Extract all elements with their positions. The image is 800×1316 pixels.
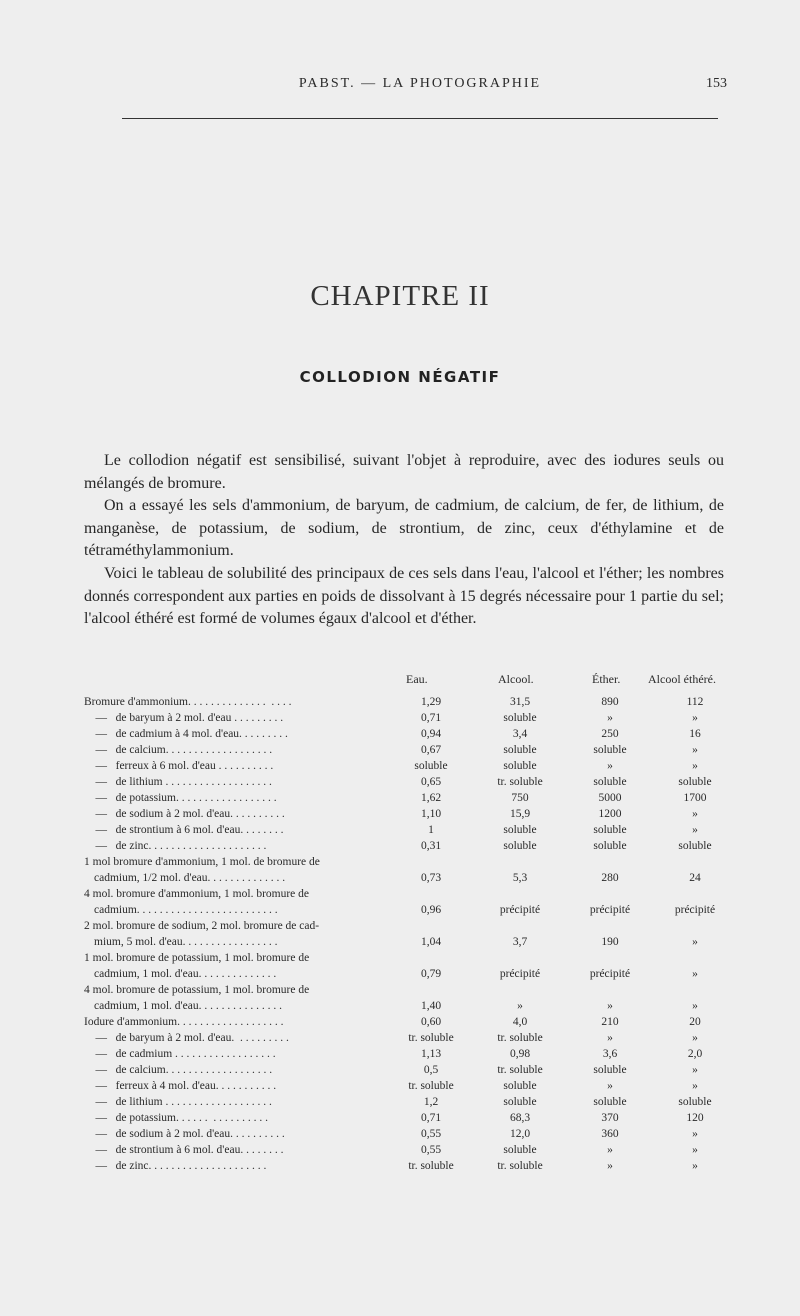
solubility-table xyxy=(84,672,734,1174)
cell-alcool: précipité xyxy=(499,968,541,980)
table-row xyxy=(84,1030,734,1046)
running-title: PABST. — LA PHOTOGRAPHIE xyxy=(298,76,542,91)
cell-ether: » xyxy=(607,1000,613,1012)
row-label xyxy=(84,950,400,982)
table-row xyxy=(84,726,734,742)
cell-alcool-ethere: 16 xyxy=(689,728,701,740)
table-row xyxy=(84,806,734,822)
cell-eau: tr. soluble xyxy=(408,1080,454,1092)
cell-eau: tr. soluble xyxy=(408,1032,454,1044)
table-body xyxy=(84,694,734,1174)
cell-eau: 1,29 xyxy=(420,696,442,708)
cell-alcool: précipité xyxy=(499,904,541,916)
row-label xyxy=(84,758,400,774)
table-row xyxy=(84,1094,734,1110)
row-label-line: — de calcium. . . . . . . . . . . . . . . . . . . xyxy=(84,744,273,756)
row-label-line: — de potassium. . . . . . . . . . . . . . . . . . xyxy=(84,792,277,804)
row-label-line: — de zinc. . . . . . . . . . . . . . . . . . . . . xyxy=(84,1160,267,1172)
row-label-line: — de zinc. . . . . . . . . . . . . . . . . . . . . xyxy=(84,840,267,852)
table-row xyxy=(84,886,734,918)
cell-alcool-ethere: 1700 xyxy=(683,792,707,804)
cell-alcool-ethere: » xyxy=(692,1080,698,1092)
cell-eau: tr. soluble xyxy=(408,1160,454,1172)
cell-ether: soluble xyxy=(593,1096,627,1108)
table-row xyxy=(84,1158,734,1174)
cell-ether: soluble xyxy=(593,744,627,756)
paragraph: Le collodion négatif est sensibilisé, suivant l'objet à reproduire, avec des iodures seuls ou mélangés de bromure. xyxy=(84,452,724,492)
cell-alcool: 3,4 xyxy=(512,728,528,740)
cell-alcool-ethere: » xyxy=(692,824,698,836)
cell-ether: soluble xyxy=(593,824,627,836)
row-label xyxy=(84,1142,400,1158)
cell-alcool: tr. soluble xyxy=(497,1160,543,1172)
row-label-line: — de sodium à 2 mol. d'eau. . . . . . . . . . xyxy=(84,1128,285,1140)
cell-alcool-ethere: 24 xyxy=(689,872,701,884)
cell-alcool-ethere: » xyxy=(692,1144,698,1156)
row-label xyxy=(84,822,400,838)
row-label-line: — de strontium à 6 mol. d'eau. . . . . . . . xyxy=(84,1144,284,1156)
cell-ether: 370 xyxy=(601,1112,619,1124)
row-label-line: — de cadmium . . . . . . . . . . . . . . . . . . xyxy=(84,1048,276,1060)
cell-ether: soluble xyxy=(593,1064,627,1076)
cell-alcool: 750 xyxy=(511,792,529,804)
row-label-line: — de baryum à 2 mol. d'eau. . . . . . . . . . xyxy=(84,1032,289,1044)
cell-eau: 1,2 xyxy=(423,1096,439,1108)
cell-eau: 1,04 xyxy=(420,936,442,948)
cell-alcool-ethere: soluble xyxy=(678,1096,712,1108)
cell-eau: 0,73 xyxy=(420,872,442,884)
table-row xyxy=(84,1126,734,1142)
cell-ether: 250 xyxy=(601,728,619,740)
cell-alcool-ethere: précipité xyxy=(674,904,716,916)
table-row xyxy=(84,1062,734,1078)
row-label-line: Bromure d'ammonium. . . . . . . . . . . . . . . . . . xyxy=(84,696,292,708)
row-label-line: — de baryum à 2 mol. d'eau . . . . . . . . . xyxy=(84,712,284,724)
cell-alcool: tr. soluble xyxy=(497,1032,543,1044)
body-text xyxy=(84,450,724,631)
row-label-line: 4 mol. bromure d'ammonium, 1 mol. bromure de xyxy=(84,888,310,900)
row-label xyxy=(84,886,400,918)
row-label-line: — de lithium . . . . . . . . . . . . . . . . . . . xyxy=(84,776,272,788)
table-row xyxy=(84,982,734,1014)
cell-ether: soluble xyxy=(593,776,627,788)
cell-alcool: soluble xyxy=(503,1096,537,1108)
table-row xyxy=(84,1142,734,1158)
row-label xyxy=(84,790,400,806)
row-label xyxy=(84,710,400,726)
row-label-line: — de calcium. . . . . . . . . . . . . . . . . . . xyxy=(84,1064,273,1076)
cell-ether: » xyxy=(607,1144,613,1156)
table-row xyxy=(84,790,734,806)
page-number: 153 xyxy=(706,76,727,91)
table-row xyxy=(84,710,734,726)
cell-eau: 1,10 xyxy=(420,808,442,820)
cell-ether: 3,6 xyxy=(602,1048,618,1060)
cell-eau: 1 xyxy=(428,824,434,836)
row-label-line: Iodure d'ammonium. . . . . . . . . . . . . . . . . . . xyxy=(84,1016,284,1028)
row-label-line: — ferreux à 4 mol. d'eau. . . . . . . . . . . xyxy=(84,1080,277,1092)
cell-alcool-ethere: 120 xyxy=(686,1112,704,1124)
row-label-line: — de potassium. . . . . . . . . . . . . . . . xyxy=(84,1112,268,1124)
cell-eau: 0,60 xyxy=(420,1016,442,1028)
cell-alcool-ethere: » xyxy=(692,808,698,820)
row-label-line: mium, 5 mol. d'eau. . . . . . . . . . . . . . . . . xyxy=(94,936,278,948)
cell-alcool: 4,0 xyxy=(512,1016,528,1028)
cell-alcool: tr. soluble xyxy=(497,1064,543,1076)
cell-ether: 280 xyxy=(601,872,619,884)
cell-ether: 1200 xyxy=(598,808,622,820)
cell-alcool: tr. soluble xyxy=(497,776,543,788)
cell-alcool: 3,7 xyxy=(512,936,528,948)
cell-eau: 0,31 xyxy=(420,840,442,852)
cell-ether: » xyxy=(607,760,613,772)
table-row xyxy=(84,1110,734,1126)
cell-alcool: 5,3 xyxy=(512,872,528,884)
cell-alcool-ethere: » xyxy=(692,1000,698,1012)
paragraph: On a essayé les sels d'ammonium, de baryum, de cadmium, de calcium, de fer, de lithium, de manganèse, de potassium, de sodium, de strontium, de zinc, ceux d'éthylamine et de tétraméthylammonium. xyxy=(84,497,724,560)
row-label xyxy=(84,1158,400,1174)
row-label xyxy=(84,982,400,1014)
row-label-line: cadmium, 1 mol. d'eau. . . . . . . . . . . . . . . xyxy=(94,1000,282,1012)
cell-alcool: » xyxy=(517,1000,523,1012)
column-header-alcool: Alcool. xyxy=(498,672,534,686)
row-label xyxy=(84,1046,400,1062)
row-label xyxy=(84,1110,400,1126)
table-row xyxy=(84,1046,734,1062)
cell-ether: précipité xyxy=(589,904,631,916)
row-label-line: cadmium. . . . . . . . . . . . . . . . . . . . . . . . . xyxy=(94,904,278,916)
cell-ether: 360 xyxy=(601,1128,619,1140)
cell-alcool-ethere: » xyxy=(692,968,698,980)
row-label xyxy=(84,1062,400,1078)
row-label xyxy=(84,806,400,822)
row-label-line: 2 mol. bromure de sodium, 2 mol. bromure de cad- xyxy=(84,920,320,932)
cell-alcool-ethere: » xyxy=(692,760,698,772)
cell-ether: 190 xyxy=(601,936,619,948)
cell-alcool: soluble xyxy=(503,712,537,724)
row-label-line: 4 mol. bromure de potassium, 1 mol. bromure de xyxy=(84,984,310,996)
chapter-heading: CHAPITRE II xyxy=(310,280,490,312)
cell-ether: soluble xyxy=(593,840,627,852)
row-label xyxy=(84,1078,400,1094)
cell-alcool-ethere: » xyxy=(692,712,698,724)
cell-eau: 0,71 xyxy=(420,1112,442,1124)
cell-alcool-ethere: soluble xyxy=(678,776,712,788)
paragraph: Voici le tableau de solubilité des principaux de ces sels dans l'eau, l'alcool et l'éther; les nombres donnés correspondent aux parties en poids de dissolvant à 15 degrés nécessaire pour 1 partie du sel; l'alcool éthéré est formé de volumes égaux d'alcool et d'éther. xyxy=(84,564,724,628)
row-label xyxy=(84,742,400,758)
table-row xyxy=(84,838,734,854)
table-row xyxy=(84,742,734,758)
cell-alcool-ethere: » xyxy=(692,1064,698,1076)
cell-eau: 1,13 xyxy=(420,1048,442,1060)
running-head xyxy=(120,76,727,98)
cell-ether: précipité xyxy=(589,968,631,980)
cell-alcool: soluble xyxy=(503,760,537,772)
row-label xyxy=(84,694,400,710)
cell-ether: 210 xyxy=(601,1016,619,1028)
row-label-line: — ferreux à 6 mol. d'eau . . . . . . . . . . xyxy=(84,760,274,772)
cell-alcool-ethere: » xyxy=(692,744,698,756)
cell-ether: » xyxy=(607,1032,613,1044)
cell-eau: 1,40 xyxy=(420,1000,442,1012)
table-row xyxy=(84,694,734,710)
row-label xyxy=(84,726,400,742)
row-label-line: 1 mol bromure d'ammonium, 1 mol. de bromure de xyxy=(84,856,320,868)
cell-eau: 1,62 xyxy=(420,792,442,804)
column-header-ether: Éther. xyxy=(592,672,621,686)
cell-alcool-ethere: » xyxy=(692,1032,698,1044)
cell-eau: 0,67 xyxy=(420,744,442,756)
cell-alcool: soluble xyxy=(503,824,537,836)
table-row xyxy=(84,1014,734,1030)
cell-ether: » xyxy=(607,712,613,724)
column-header-eau: Eau. xyxy=(406,672,428,686)
row-label-line: — de lithium . . . . . . . . . . . . . . . . . . . xyxy=(84,1096,272,1108)
cell-eau: 0,55 xyxy=(420,1128,442,1140)
table-row xyxy=(84,822,734,838)
cell-alcool: 68,3 xyxy=(509,1112,531,1124)
cell-alcool-ethere: 2,0 xyxy=(687,1048,703,1060)
cell-eau: 0,65 xyxy=(420,776,442,788)
cell-alcool: 0,98 xyxy=(509,1048,531,1060)
cell-alcool: soluble xyxy=(503,1080,537,1092)
cell-alcool-ethere: 112 xyxy=(686,696,704,708)
cell-ether: 5000 xyxy=(598,792,622,804)
row-label xyxy=(84,774,400,790)
cell-alcool-ethere: soluble xyxy=(678,840,712,852)
row-label-line: cadmium, 1/2 mol. d'eau. . . . . . . . . . . . . . xyxy=(94,872,286,884)
cell-eau: 0,94 xyxy=(420,728,442,740)
row-label xyxy=(84,1030,400,1046)
table-row xyxy=(84,918,734,950)
row-label-line: — de strontium à 6 mol. d'eau. . . . . . . . xyxy=(84,824,284,836)
cell-alcool: soluble xyxy=(503,840,537,852)
cell-ether: » xyxy=(607,1080,613,1092)
cell-eau: 0,71 xyxy=(420,712,442,724)
cell-alcool-ethere: » xyxy=(692,936,698,948)
table-row xyxy=(84,758,734,774)
table-row xyxy=(84,774,734,790)
table-row xyxy=(84,1078,734,1094)
row-label xyxy=(84,1094,400,1110)
column-header-alcool-ethere: Alcool éthéré. xyxy=(648,672,716,686)
row-label-line: — de sodium à 2 mol. d'eau. . . . . . . . . . xyxy=(84,808,285,820)
cell-alcool: 31,5 xyxy=(509,696,531,708)
cell-alcool: soluble xyxy=(503,744,537,756)
cell-alcool-ethere: 20 xyxy=(689,1016,701,1028)
cell-eau: 0,96 xyxy=(420,904,442,916)
row-label xyxy=(84,838,400,854)
cell-ether: » xyxy=(607,1160,613,1172)
cell-eau: soluble xyxy=(414,760,448,772)
row-label-line: 1 mol. bromure de potassium, 1 mol. bromure de xyxy=(84,952,310,964)
row-label-line: cadmium, 1 mol. d'eau. . . . . . . . . . . . . . xyxy=(94,968,277,980)
row-label xyxy=(84,1014,400,1030)
cell-eau: 0,79 xyxy=(420,968,442,980)
header-rule xyxy=(122,118,718,119)
row-label xyxy=(84,1126,400,1142)
table-header xyxy=(84,672,734,694)
row-label-line: — de cadmium à 4 mol. d'eau. . . . . . . . . xyxy=(84,728,288,740)
table-row xyxy=(84,950,734,982)
cell-eau: 0,5 xyxy=(423,1064,439,1076)
section-title: COLLODION NÉGATIF xyxy=(299,368,501,386)
row-label xyxy=(84,918,400,950)
cell-alcool-ethere: » xyxy=(692,1160,698,1172)
table-row xyxy=(84,854,734,886)
cell-alcool-ethere: » xyxy=(692,1128,698,1140)
cell-ether: 890 xyxy=(601,696,619,708)
row-label xyxy=(84,854,400,886)
cell-alcool: 15,9 xyxy=(509,808,531,820)
cell-eau: 0,55 xyxy=(420,1144,442,1156)
cell-alcool: soluble xyxy=(503,1144,537,1156)
cell-alcool: 12,0 xyxy=(509,1128,531,1140)
